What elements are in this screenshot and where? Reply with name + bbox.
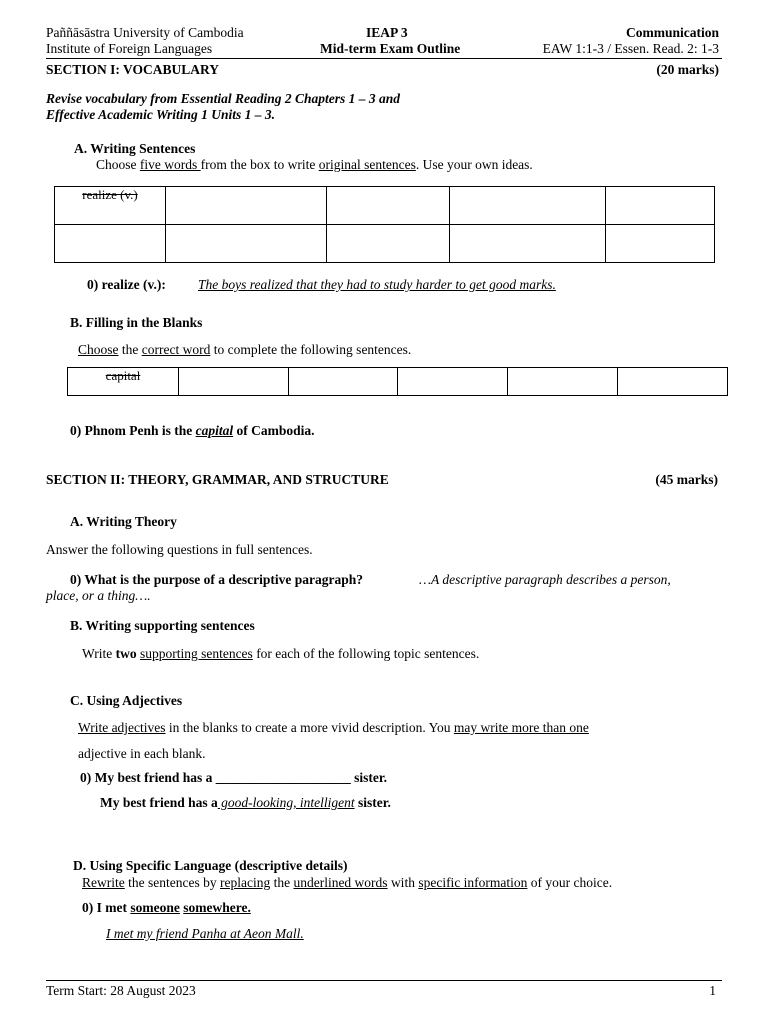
header-rule: [46, 58, 722, 59]
section2a-answer-line1: …A descriptive paragraph describes a person,: [419, 572, 671, 587]
section2b-title: B. Writing supporting sentences: [70, 618, 255, 633]
section1b-instructions: Choose the correct word to complete the following sentences.: [78, 342, 412, 357]
section2a-answer-line2: place, or a thing….: [46, 588, 151, 603]
header-institute: Institute of Foreign Languages: [46, 41, 213, 56]
section1-title: SECTION I: VOCABULARY: [46, 62, 220, 77]
section1b-title: B. Filling in the Blanks: [70, 315, 203, 330]
header-university: Paññāsāstra University of Cambodia: [46, 25, 244, 40]
section2d-example-answer: I met my friend Panha at Aeon Mall.: [106, 926, 304, 941]
vocabulary-word-box-b: [67, 367, 728, 396]
section2c-example-answer: My best friend has a good-looking, intelligent sister.: [100, 795, 391, 810]
section2c-example-question: 0) My best friend has a ____________________ sister.: [80, 770, 387, 785]
section2-marks: (45 marks): [655, 472, 718, 487]
footer-rule: [46, 980, 722, 981]
footer-page-number: 1: [709, 983, 716, 998]
section1a-title: A. Writing Sentences: [74, 141, 196, 156]
section1a-instructions: Choose five words from the box to write original sentences. Use your own ideas.: [96, 157, 533, 172]
section2b-instructions: Write two supporting sentences for each of the following topic sentences.: [82, 646, 480, 661]
section2c-instructions-line1: Write adjectives in the blanks to create a more vivid description. You may write more than one: [78, 720, 589, 735]
section2c-instructions-line2: adjective in each blank.: [78, 746, 206, 761]
section2a-question: 0) What is the purpose of a descriptive paragraph?: [70, 572, 364, 587]
section2d-example: 0) I met someone somewhere.: [82, 900, 251, 915]
section2c-title: C. Using Adjectives: [70, 693, 183, 708]
section1a-example-sentence: The boys realized that they had to study harder to get good marks.: [198, 277, 556, 292]
section1-intro-line2: Effective Academic Writing 1 Units 1 – 3.: [46, 107, 275, 122]
section1b-example: 0) Phnom Penh is the capital of Cambodia.: [70, 423, 315, 438]
section1-marks: (20 marks): [656, 62, 719, 77]
header-units: EAW 1:1-3 / Essen. Read. 2: 1-3: [542, 41, 719, 56]
header-exam-title: Mid-term Exam Outline: [320, 41, 461, 56]
section2d-title: D. Using Specific Language (descriptive details): [73, 858, 348, 873]
section1-intro-line1: Revise vocabulary from Essential Reading 2 Chapters 1 – 3 and: [46, 91, 401, 106]
header-subject: Communication: [625, 25, 719, 40]
footer-term-start: Term Start: 28 August 2023: [46, 983, 196, 998]
section1a-example-label: 0) realize (v.):: [87, 277, 166, 292]
section2d-instructions: Rewrite the sentences by replacing the underlined words with specific information of your choice.: [82, 875, 613, 890]
header-course: IEAP 3: [366, 25, 408, 40]
vocabulary-word-box-a: [54, 186, 715, 263]
section2-title: SECTION II: THEORY, GRAMMAR, AND STRUCTURE: [46, 472, 389, 487]
section2a-instructions: Answer the following questions in full sentences.: [46, 542, 313, 557]
section2a-title: A. Writing Theory: [70, 514, 177, 529]
word-box-cell: realize (v.): [82, 187, 138, 202]
word-box-cell: capital: [105, 368, 141, 383]
